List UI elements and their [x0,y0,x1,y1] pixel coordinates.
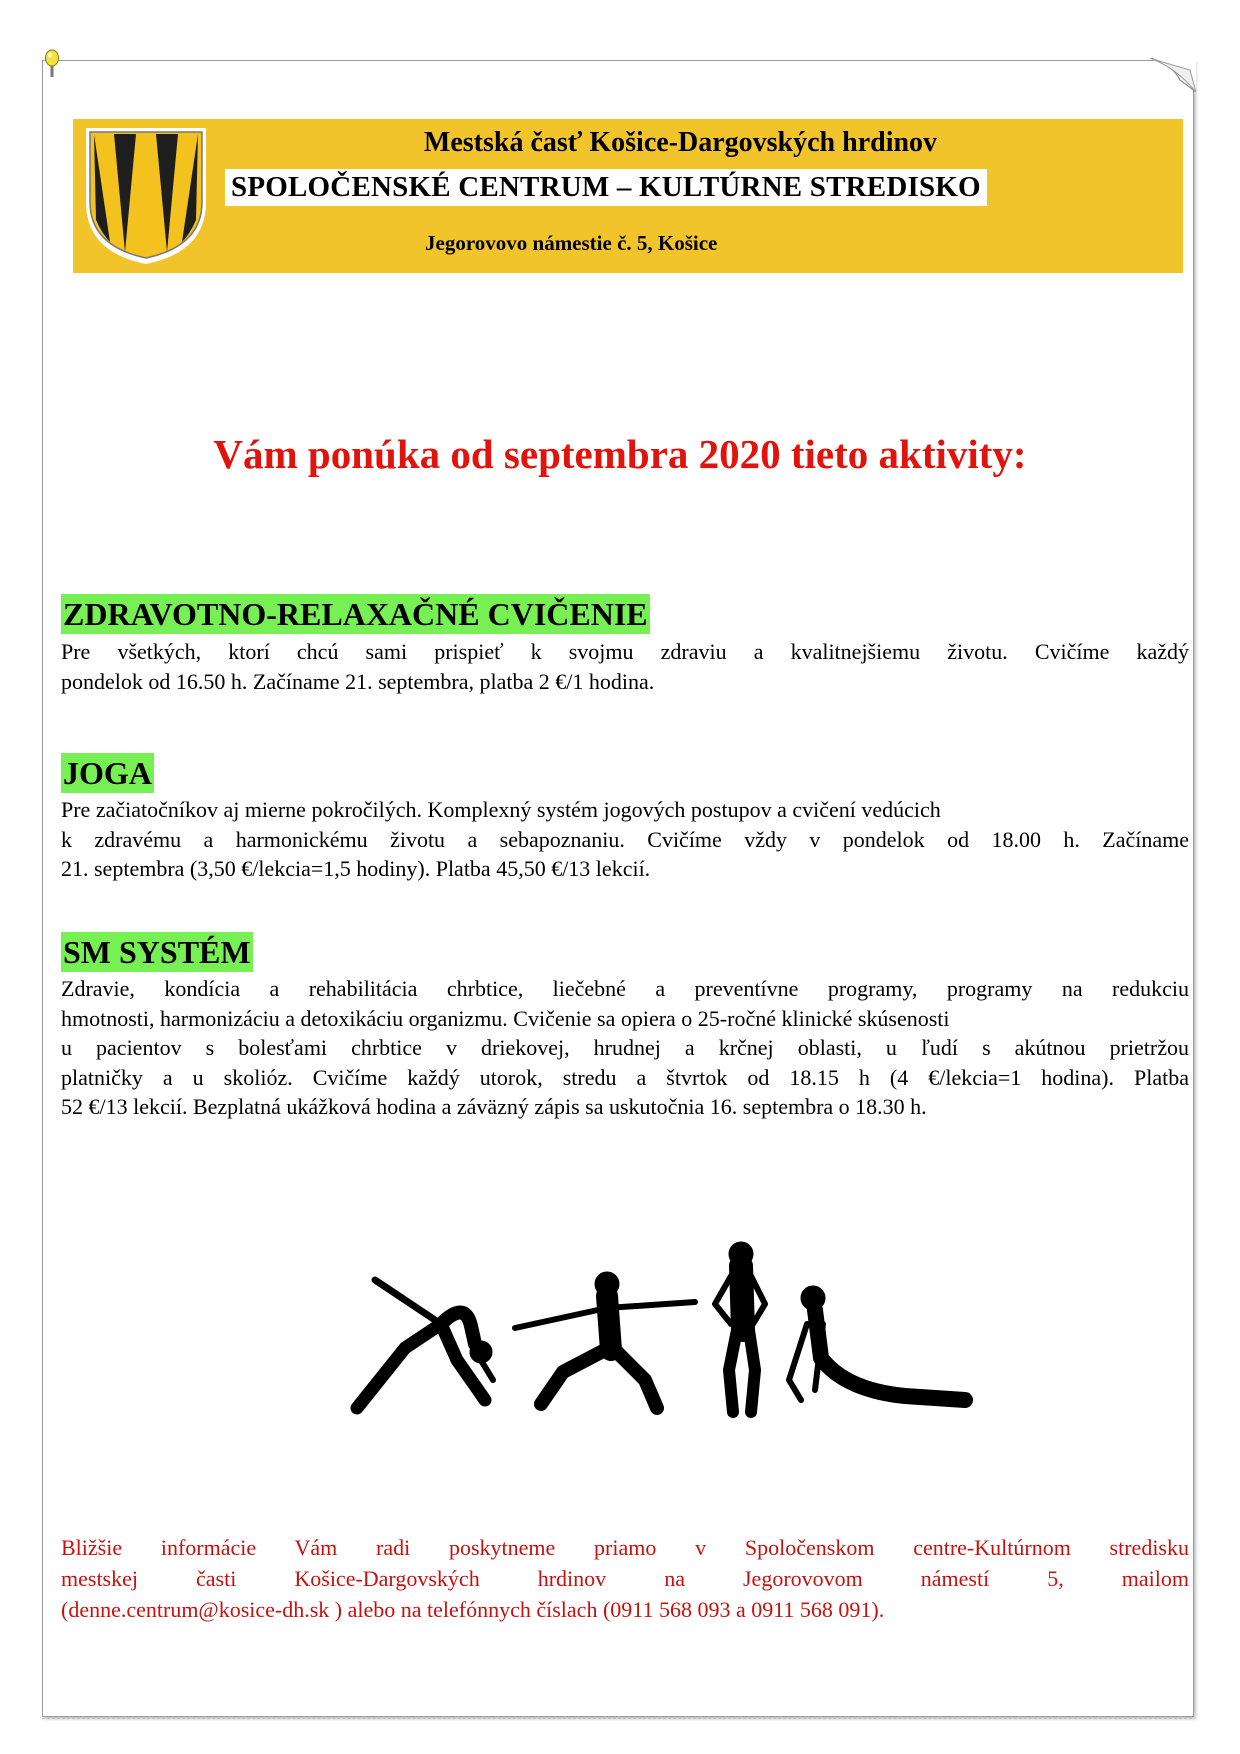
text-line: k zdravému a harmonickému životu a sebapoznaniu. Cvičíme vždy v pondelok od 18.00 h. Začíname [61,826,1189,852]
centre-address: Jegorovovo námestie č. 5, Košice [425,231,718,255]
coat-of-arms-icon [80,124,212,266]
silhouette-warrior [515,1272,695,1408]
pushpin-icon [44,48,60,78]
silhouette-standing [715,1242,765,1412]
bottom-divider [42,1718,1192,1719]
section-title-sm-system: SM SYSTÉM [63,934,251,970]
text-line: 21. septembra (3,50 €/lekcia=1,5 hodiny). Platba 45,50 €/13 lekcií. [61,856,651,881]
page-headline: Vám ponúka od septembra 2020 tieto aktivity: [213,431,1027,477]
text-line: u pacientov s bolesťami chrbtice v driekovej, hrudnej a krčnej oblasti, u ľudí s akútnou prietržou [61,1035,1189,1060]
section-title-relax: ZDRAVOTNO-RELAXAČNÉ CVIČENIE [63,596,648,632]
page-curl-icon [1150,58,1196,92]
centre-name: SPOLOČENSKÉ CENTRUM – KULTÚRNE STREDISKO [225,169,987,206]
text-line: Pre začiatočníkov aj mierne pokročilých. Komplexný systém jogových postupov a cvičení vedúcich [61,797,941,822]
section-text-relax [61,637,1189,696]
text-line: mestskej časti Košice-Dargovských hrdinov na Jegorovovom námestí 5, mailom [61,1566,1189,1591]
exercise-silhouettes-illustration [345,1240,985,1420]
section-title-joga: JOGA [63,755,152,791]
section-text-sm-system [61,974,1189,1122]
silhouette-side-stretch [357,1280,493,1408]
text-line: hmotnosti, harmonizáciu a detoxikáciu organizmu. Cvičenie sa opiera o 25-ročné klinické skúsenosti [61,1005,950,1031]
text-line: Zdravie, kondícia a rehabilitácia chrbtice, liečebné a preventívne programy, programy na redukciu [61,976,1189,1001]
contact-info [61,1532,1189,1625]
silhouette-cobra [789,1286,965,1400]
text-line: 52 €/13 lekcií. Bezplatná ukážková hodina a záväzný zápis sa uskutočnia 16. septembra o 18.30 h. [61,1094,927,1119]
section-text-joga [61,795,1189,884]
text-line: Pre všetkých, ktorí chcú sami prispieť k svojmu zdraviu a kvalitnejšiemu životu. Cvičíme každý [61,639,1189,664]
municipality-name: Mestská časť Košice-Dargovských hrdinov [423,127,938,158]
text-line: (denne.centrum@kosice-dh.sk ) alebo na telefónnych číslach (0911 568 093 a 0911 568 091). [61,1597,885,1622]
page-frame [42,60,1194,1717]
text-line: platničky a u skolióz. Cvičíme každý utorok, stredu a štvrtok od 18.15 h (4 €/lekcia=1 hodina). Platba [61,1064,1189,1090]
header-banner [73,119,1183,273]
text-line: pondelok od 16.50 h. Začíname 21. septembra, platba 2 €/1 hodina. [61,668,655,694]
text-line: Bližšie informácie Vám radi poskytneme priamo v Spoločenskom centre-Kultúrnom stredisku [61,1535,1189,1560]
